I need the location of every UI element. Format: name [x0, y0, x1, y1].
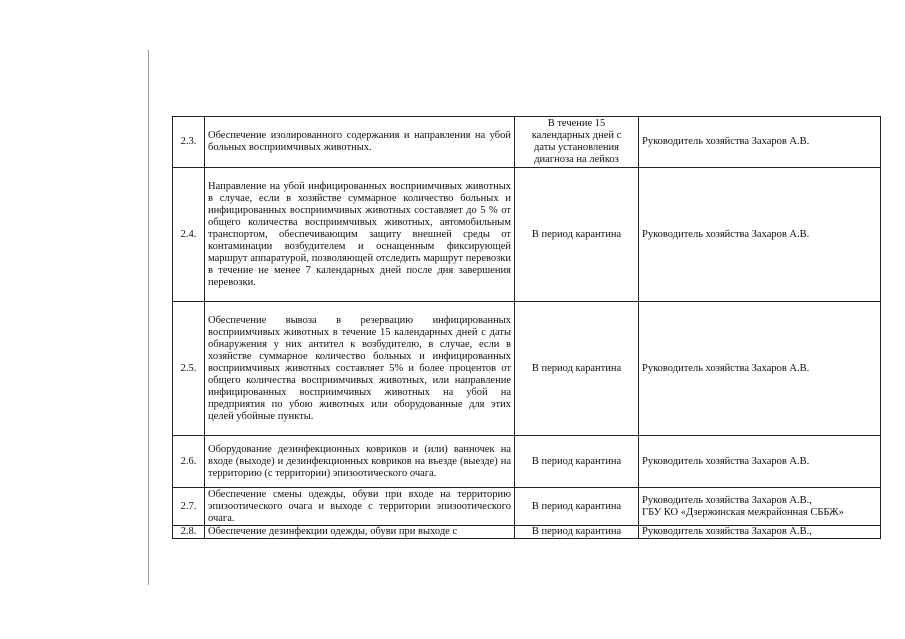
responsible-text: Руководитель хозяйства Захаров А.В.: [639, 117, 881, 168]
responsible-text: Руководитель хозяйства Захаров А.В.,: [639, 526, 881, 539]
table-row: [173, 488, 881, 526]
period-text: В период карантина: [515, 168, 639, 302]
period-text: В период карантина: [515, 488, 639, 526]
period-text: В течение 15 календарных дней с даты установления диагноза на лейкоз: [515, 117, 639, 168]
measure-text: Обеспечение дезинфекции одежды, обуви при выходе с: [205, 526, 515, 539]
row-number: 2.5.: [173, 302, 205, 436]
period-text: В период карантина: [515, 436, 639, 488]
measure-text: Направление на убой инфицированных восприимчивых животных в случае, если в хозяйстве суммарное количество больных и инфицированных восприимчивых животных составляет до 5 % от общего количества восприимчивых животных, автомобильным транспортом, обеспечивающим защиту внешней среды от контаминации возбудителем и оснащенным фиксирующей маршрут аппаратурой, позволяющей отследить маршрут перевозки в течение не менее 7 календарных дней после дня завершения перевозки.: [205, 168, 515, 302]
row-number: 2.3.: [173, 117, 205, 168]
table-row: [173, 526, 881, 539]
row-number: 2.8.: [173, 526, 205, 539]
table-row: [173, 168, 881, 302]
responsible-text: Руководитель хозяйства Захаров А.В.: [639, 302, 881, 436]
responsible-text: Руководитель хозяйства Захаров А.В.: [639, 168, 881, 302]
table-row: [173, 117, 881, 168]
period-text: В период карантина: [515, 526, 639, 539]
measures-table: [172, 116, 881, 539]
table-row: [173, 302, 881, 436]
row-number: 2.6.: [173, 436, 205, 488]
measure-text: Обеспечение вывоза в резервацию инфицированных восприимчивых животных в течение 15 календарных дней с даты обнаружения у них антител к возбудителю, в случае, если в хозяйстве суммарное количество больных и инфицированных восприимчивых животных составляет 5% и более процентов от общего количества восприимчивых животных, или направление инфицированных восприимчивых животных на убой на предприятия по убою животных или оборудованные для этих целей убойные пункты.: [205, 302, 515, 436]
measure-text: Обеспечение изолированного содержания и направления на убой больных восприимчивых животных.: [205, 117, 515, 168]
page-margin-line: [148, 50, 149, 585]
row-number: 2.7.: [173, 488, 205, 526]
responsible-text: Руководитель хозяйства Захаров А.В.: [639, 436, 881, 488]
measure-text: Обеспечение смены одежды, обуви при входе на территорию эпизоотического очага и выходе с территории эпизоотического очага.: [205, 488, 515, 526]
row-number: 2.4.: [173, 168, 205, 302]
period-text: В период карантина: [515, 302, 639, 436]
measure-text: Оборудование дезинфекционных ковриков и (или) ванночек на входе (выходе) и дезинфекционных ковриков на въезде (выезде) на территорию (с территории) эпизоотического очага.: [205, 436, 515, 488]
table-row: [173, 436, 881, 488]
responsible-text: Руководитель хозяйства Захаров А.В., ГБУ КО «Дзержинская межрайонная СББЖ»: [639, 488, 881, 526]
